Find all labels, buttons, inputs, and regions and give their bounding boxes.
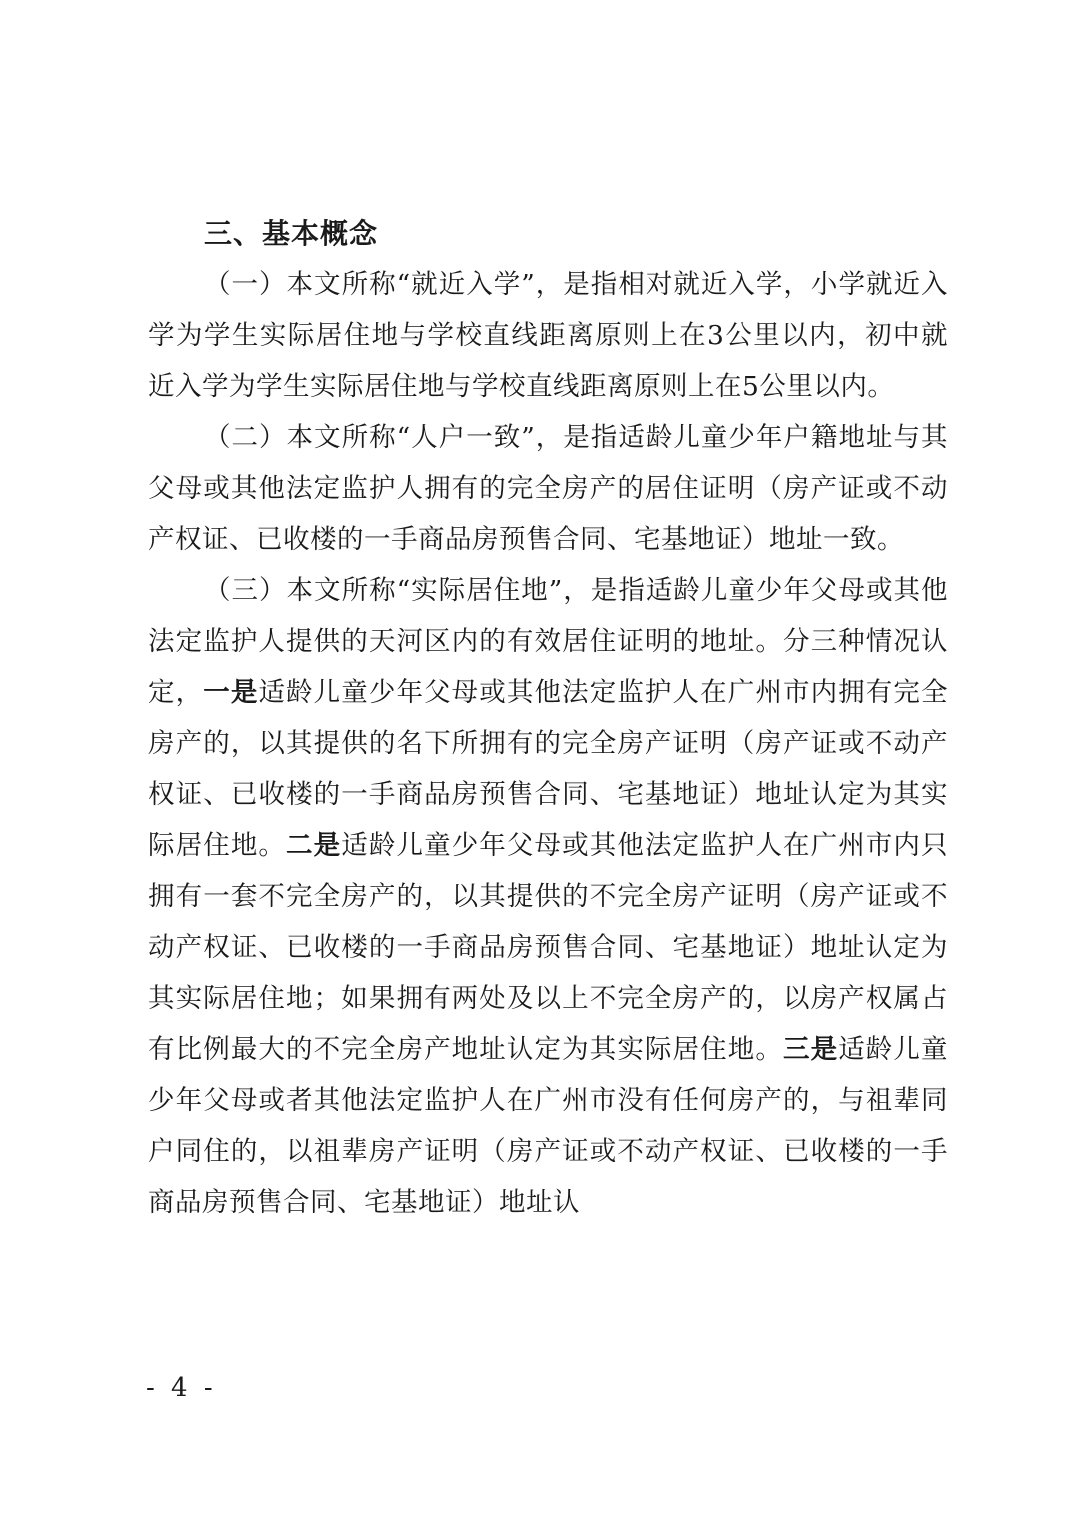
case-two-text: 适龄儿童少年父母或其他法定监护人在广州市内只拥有一套不完全房产的，以其提供的不完全房产证明（房产证或不动产权证、已收楼的一手商品房预售合同、宅基地证）地址认定为其实际居住地；如果拥有两处及以上不完全房产的，以房产权属占有比例最大的不完全房产地址认定为其实际居住地。 (148, 830, 949, 1065)
paragraph-nearby-enrollment: （一）本文所称“就近入学”，是指相对就近入学，小学就近入学为学生实际居住地与学校直线距离原则上在3公里以内，初中就近入学为学生实际居住地与学校直线距离原则上在5公里以内。 (148, 269, 948, 402)
case-three-text: 适龄儿童少年父母或者其他法定监护人在广州市没有任何房产的，与祖辈同户同住的，以祖辈房产证明（房产证或不动产权证、已收楼的一手商品房预售合同、宅基地证）地址认 (148, 1034, 949, 1218)
page-number: - 4 - (146, 1373, 217, 1403)
case-two-label: 二是 (286, 830, 342, 861)
residence-intro: （三）本文所称“实际居住地”，是指适龄儿童少年父母或其他法定监护人提供的天河区内的有效居住证明的地址。分三种情况认定， (148, 575, 948, 708)
section-heading: 三、基本概念 (204, 217, 379, 250)
paragraph-actual-residence (148, 565, 948, 1228)
paragraph-household-consistency: （二）本文所称“人户一致”，是指适龄儿童少年户籍地址与其父母或其他法定监护人拥有的完全房产的居住证明（房产证或不动产权证、已收楼的一手商品房预售合同、宅基地证）地址一致。 (148, 422, 948, 555)
case-three-label: 三是 (782, 1034, 839, 1065)
case-one-label: 一是 (203, 677, 259, 708)
document-body (148, 208, 948, 1228)
case-one-text: 适龄儿童少年父母或其他法定监护人在广州市内拥有完全房产的，以其提供的名下所拥有的完全房产证明（房产证或不动产权证、已收楼的一手商品房预售合同、宅基地证）地址认定为其实际居住地。 (148, 677, 949, 861)
